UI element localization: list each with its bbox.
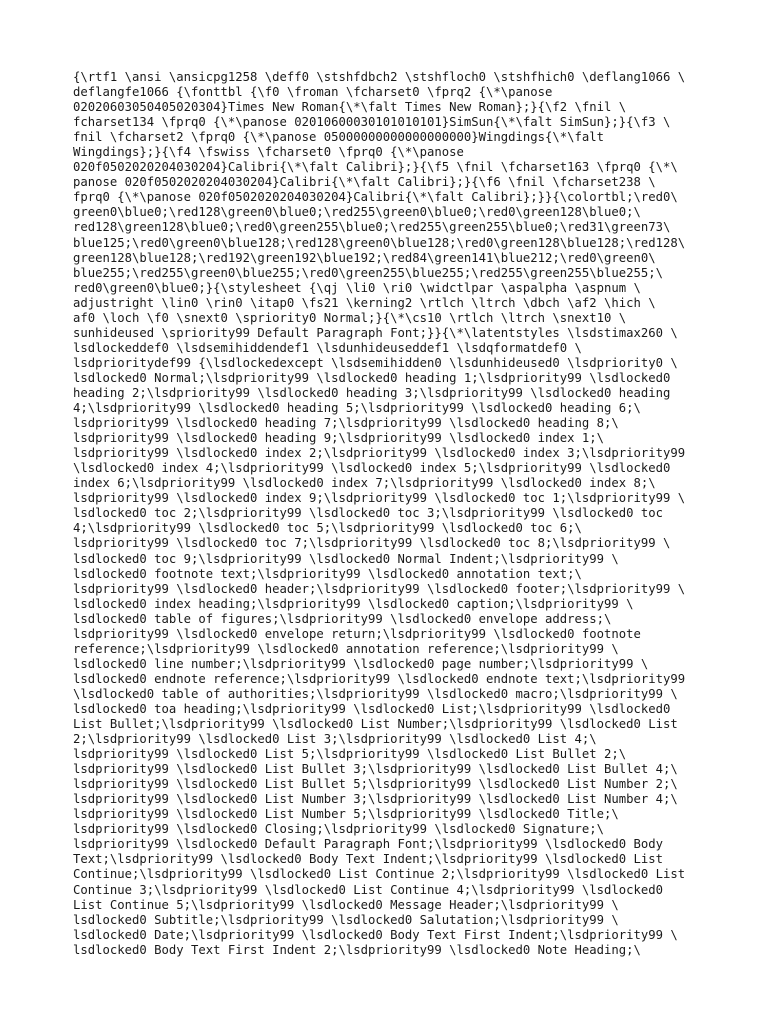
text-line: lsdpriority99 \lsdlocked0 Closing;\lsdpriority99 \lsdlocked0 Signature;\ xyxy=(73,822,605,837)
text-line: fprq0 {\*\panose 020f0502020204030204}Calibri{\*\falt Calibri};}}{\colortbl;\red0\ xyxy=(73,190,678,205)
text-line: red0\green0\blue0;}{\stylesheet {\qj \li0 \ri0 \widctlpar \aspalpha \aspnum \ xyxy=(73,280,641,295)
text-line: lsdlocked0 index heading;\lsdpriority99 \lsdlocked0 caption;\lsdpriority99 \ xyxy=(73,596,634,611)
text-line: reference;\lsdpriority99 \lsdlocked0 annotation reference;\lsdpriority99 \ xyxy=(73,641,619,656)
text-line: lsdpriority99 \lsdlocked0 List Bullet 5;\lsdpriority99 \lsdlocked0 List Number 2;\ xyxy=(73,777,678,792)
text-line: Wingdings};}{\f4 \fswiss \fcharset0 \fprq0 {\*\panose xyxy=(73,145,464,160)
text-line: lsdpriority99 \lsdlocked0 index 9;\lsdpriority99 \lsdlocked0 toc 1;\lsdpriority99 \ xyxy=(73,491,686,506)
text-line: green128\blue128;\red192\green192\blue192;\red84\green141\blue212;\red0\green0\ xyxy=(73,250,656,265)
text-line: lsdlocked0 Subtitle;\lsdpriority99 \lsdlocked0 Salutation;\lsdpriority99 \ xyxy=(73,912,619,927)
text-line: fcharset134 \fprq0 {\*\panose 02010600030101010101}SimSun{\*\falt SimSun};}{\f3 \ xyxy=(73,115,671,130)
text-line: {\rtf1 \ansi \ansicpg1258 \deff0 \stshfdbch2 \stshfloch0 \stshfhich0 \deflang1066 \ xyxy=(73,70,686,84)
text-line: Continue;\lsdpriority99 \lsdlocked0 List Continue 2;\lsdpriority99 \lsdlocked0 List xyxy=(73,867,686,882)
text-line: lsdlocked0 Date;\lsdpriority99 \lsdlocked0 Body Text First Indent;\lsdpriority99 \ xyxy=(73,927,678,942)
text-line: 4;\lsdpriority99 \lsdlocked0 toc 5;\lsdpriority99 \lsdlocked0 toc 6;\ xyxy=(73,521,582,536)
text-line: lsdlocked0 toc 2;\lsdpriority99 \lsdlocked0 toc 3;\lsdpriority99 \lsdlocked0 toc xyxy=(73,506,664,521)
text-line: adjustright \lin0 \rin0 \itap0 \fs21 \kerning2 \rtlch \ltrch \dbch \af2 \hich \ xyxy=(73,295,656,310)
text-line: lsdpriority99 \lsdlocked0 List 5;\lsdpriority99 \lsdlocked0 List Bullet 2;\ xyxy=(73,747,627,762)
text-line: green0\blue0;\red128\green0\blue0;\red255\green0\blue0;\red0\green128\blue0;\ xyxy=(73,205,641,220)
text-line: lsdpriority99 \lsdlocked0 header;\lsdpriority99 \lsdlocked0 footer;\lsdpriority99 \ xyxy=(73,581,686,596)
text-line: 02020603050405020304}Times New Roman{\*\falt Times New Roman};}{\f2 \fnil \ xyxy=(73,100,627,115)
text-line: \lsdlocked0 index 4;\lsdpriority99 \lsdlocked0 index 5;\lsdpriority99 \lsdlocked0 xyxy=(73,461,671,476)
document-page xyxy=(73,70,703,958)
rtf-source-text xyxy=(73,70,703,958)
text-line: lsdpriority99 \lsdlocked0 Default Paragraph Font;\lsdpriority99 \lsdlocked0 Body xyxy=(73,837,664,852)
text-line: lsdprioritydef99 {\lsdlockedexcept \lsdsemihidden0 \lsdunhideused0 \lsdpriority0 \ xyxy=(73,355,678,370)
text-line: lsdpriority99 \lsdlocked0 index 2;\lsdpriority99 \lsdlocked0 index 3;\lsdpriority99 xyxy=(73,446,686,461)
text-line: lsdpriority99 \lsdlocked0 List Number 5;\lsdpriority99 \lsdlocked0 Title;\ xyxy=(73,807,619,822)
text-line: heading 2;\lsdpriority99 \lsdlocked0 heading 3;\lsdpriority99 \lsdlocked0 heading xyxy=(73,385,671,400)
text-line: List Continue 5;\lsdpriority99 \lsdlocked0 Message Header;\lsdpriority99 \ xyxy=(73,897,619,912)
text-line: lsdlocked0 footnote text;\lsdpriority99 \lsdlocked0 annotation text;\ xyxy=(73,566,582,581)
text-line: lsdlocked0 toa heading;\lsdpriority99 \lsdlocked0 List;\lsdpriority99 \lsdlocked0 xyxy=(73,701,671,716)
text-line: lsdlocked0 toc 9;\lsdpriority99 \lsdlocked0 Normal Indent;\lsdpriority99 \ xyxy=(73,551,619,566)
text-line: sunhideused \spriority99 Default Paragraph Font;}}{\*\latentstyles \lsdstimax260 \ xyxy=(73,325,678,340)
text-line: lsdpriority99 \lsdlocked0 List Bullet 3;\lsdpriority99 \lsdlocked0 List Bullet 4;\ xyxy=(73,762,678,777)
text-line: lsdpriority99 \lsdlocked0 heading 9;\lsdpriority99 \lsdlocked0 index 1;\ xyxy=(73,431,605,446)
text-line: lsdlocked0 table of figures;\lsdpriority99 \lsdlocked0 envelope address;\ xyxy=(73,611,612,626)
text-line: lsdlocked0 line number;\lsdpriority99 \lsdlocked0 page number;\lsdpriority99 \ xyxy=(73,656,649,671)
text-line: red128\green128\blue0;\red0\green255\blue0;\red255\green255\blue0;\red31\green73\ xyxy=(73,220,671,235)
text-line: blue125;\red0\green0\blue128;\red128\green0\blue128;\red0\green128\blue128;\red128\ xyxy=(73,235,686,250)
text-line: blue255;\red255\green0\blue255;\red0\green255\blue255;\red255\green255\blue255;\ xyxy=(73,265,664,280)
text-line: lsdlocked0 endnote reference;\lsdpriority99 \lsdlocked0 endnote text;\lsdpriority99 xyxy=(73,671,686,686)
text-line: lsdpriority99 \lsdlocked0 List Number 3;\lsdpriority99 \lsdlocked0 List Number 4;\ xyxy=(73,792,678,807)
text-line: af0 \loch \f0 \snext0 \spriority0 Normal;}{\*\cs10 \rtlch \ltrch \snext10 \ xyxy=(73,310,627,325)
text-line: Text;\lsdpriority99 \lsdlocked0 Body Text Indent;\lsdpriority99 \lsdlocked0 List xyxy=(73,852,664,867)
text-line: lsdpriority99 \lsdlocked0 heading 7;\lsdpriority99 \lsdlocked0 heading 8;\ xyxy=(73,416,619,431)
text-line: Continue 3;\lsdpriority99 \lsdlocked0 List Continue 4;\lsdpriority99 \lsdlocked0 xyxy=(73,882,664,897)
text-line: deflangfe1066 {\fonttbl {\f0 \froman \fcharset0 \fprq2 {\*\panose xyxy=(73,85,553,100)
text-line: \lsdlocked0 table of authorities;\lsdpriority99 \lsdlocked0 macro;\lsdpriority99 \ xyxy=(73,686,678,701)
text-line: 2;\lsdpriority99 \lsdlocked0 List 3;\lsdpriority99 \lsdlocked0 List 4;\ xyxy=(73,732,597,747)
text-line: 020f0502020204030204}Calibri{\*\falt Calibri};}{\f5 \fnil \fcharset163 \fprq0 {\*\ xyxy=(73,160,678,175)
text-line: lsdpriority99 \lsdlocked0 envelope return;\lsdpriority99 \lsdlocked0 footnote xyxy=(73,626,641,641)
text-line: fnil \fcharset2 \fprq0 {\*\panose 05000000000000000000}Wingdings{\*\falt xyxy=(73,130,605,145)
text-line: panose 020f0502020204030204}Calibri{\*\falt Calibri};}{\f6 \fnil \fcharset238 \ xyxy=(73,175,656,190)
text-line: index 6;\lsdpriority99 \lsdlocked0 index 7;\lsdpriority99 \lsdlocked0 index 8;\ xyxy=(73,476,656,491)
text-line: lsdlocked0 Normal;\lsdpriority99 \lsdlocked0 heading 1;\lsdpriority99 \lsdlocked0 xyxy=(73,370,671,385)
text-line: lsdlocked0 Body Text First Indent 2;\lsdpriority99 \lsdlocked0 Note Heading;\ xyxy=(73,942,641,957)
text-line: lsdlockeddef0 \lsdsemihiddendef1 \lsdunhideuseddef1 \lsdqformatdef0 \ xyxy=(73,340,582,355)
text-line: lsdpriority99 \lsdlocked0 toc 7;\lsdpriority99 \lsdlocked0 toc 8;\lsdpriority99 \ xyxy=(73,536,671,551)
text-line: 4;\lsdpriority99 \lsdlocked0 heading 5;\lsdpriority99 \lsdlocked0 heading 6;\ xyxy=(73,401,641,416)
text-line: List Bullet;\lsdpriority99 \lsdlocked0 List Number;\lsdpriority99 \lsdlocked0 List xyxy=(73,717,678,732)
